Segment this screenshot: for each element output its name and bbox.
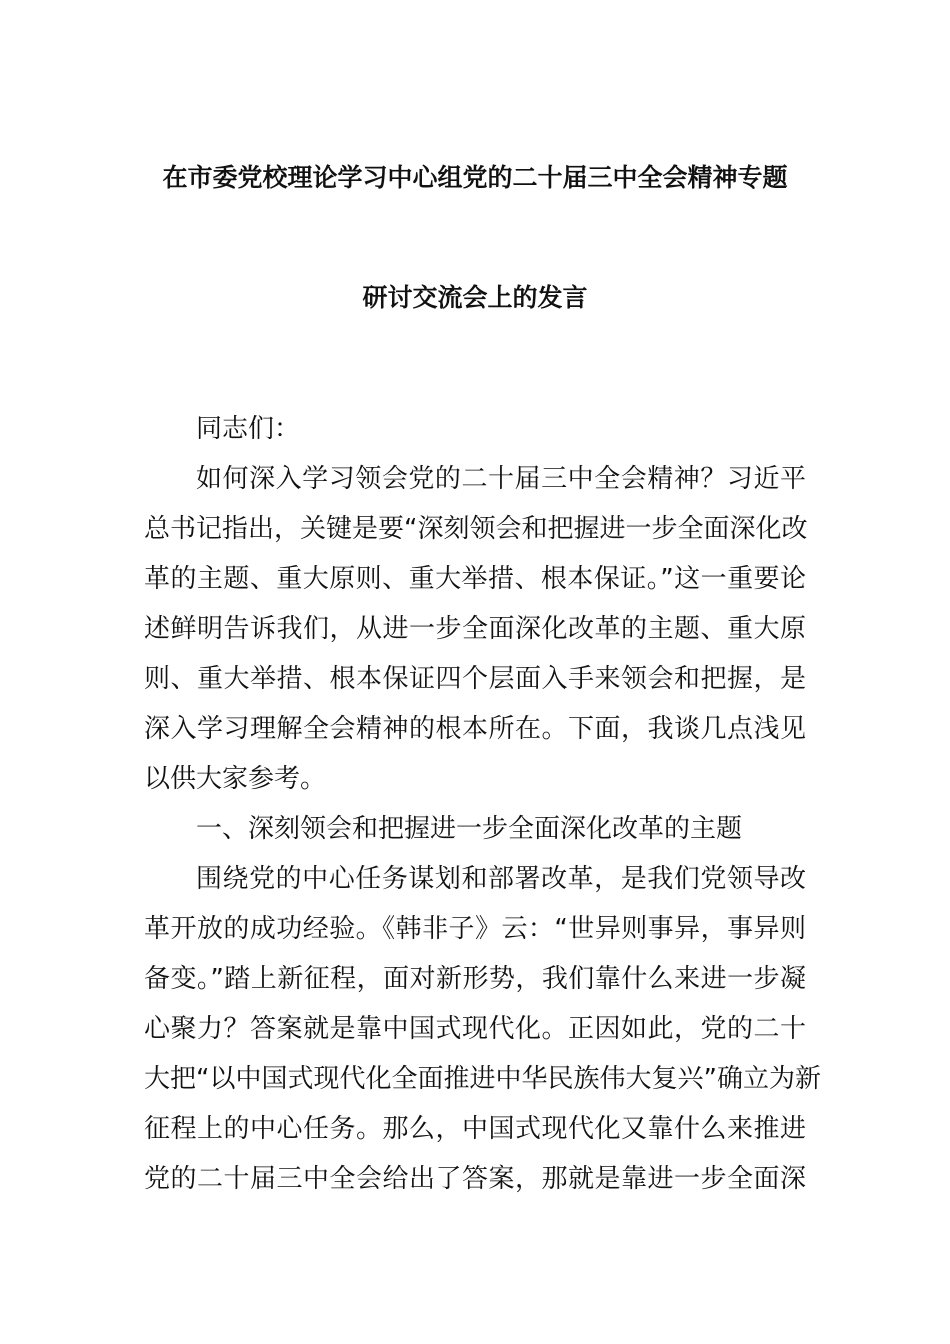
paragraph-line: 则、重大举措、根本保证四个层面入手来领会和把握，是 [144,664,806,694]
paragraph-line: 备变。”踏上新征程，面对新形势，我们靠什么来进一步凝 [144,964,806,994]
paragraph-line: 总书记指出，关键是要“深刻领会和把握进一步全面深化改 [144,514,808,544]
paragraph-line: 大把“以中国式现代化全面推进中华民族伟大复兴”确立为新 [144,1064,821,1094]
paragraph-line: 围绕党的中心任务谋划和部署改革，是我们党领导改 [196,864,806,894]
salutation: 同志们： [196,414,301,444]
paragraph-line: 革的主题、重大原则、重大举措、根本保证。”这一重要论 [144,564,806,594]
section-heading: 一、深刻领会和把握进一步全面深化改革的主题 [196,814,743,844]
paragraph-line: 革开放的成功经验。《韩非子》云：“世异则事异，事异则 [144,914,806,944]
paragraph-line: 述鲜明告诉我们，从进一步全面深化改革的主题、重大原 [144,614,806,644]
paragraph-line: 以供大家参考。 [144,764,327,794]
paragraph-line: 心聚力？答案就是靠中国式现代化。正因如此，党的二十 [144,1014,806,1044]
paragraph-line: 如何深入学习领会党的二十届三中全会精神？习近平 [196,464,806,494]
paragraph-line: 征程上的中心任务。那么，中国式现代化又靠什么来推进 [144,1114,806,1144]
document-title-line-1: 在市委党校理论学习中心组党的二十届三中全会精神专题 [162,163,788,192]
paragraph-line: 党的二十届三中全会给出了答案，那就是靠进一步全面深 [144,1164,806,1194]
document-title-line-2: 研讨交流会上的发言 [362,283,588,312]
paragraph-line: 深入学习理解全会精神的根本所在。下面，我谈几点浅见 [144,714,806,744]
document-body [144,404,821,1204]
